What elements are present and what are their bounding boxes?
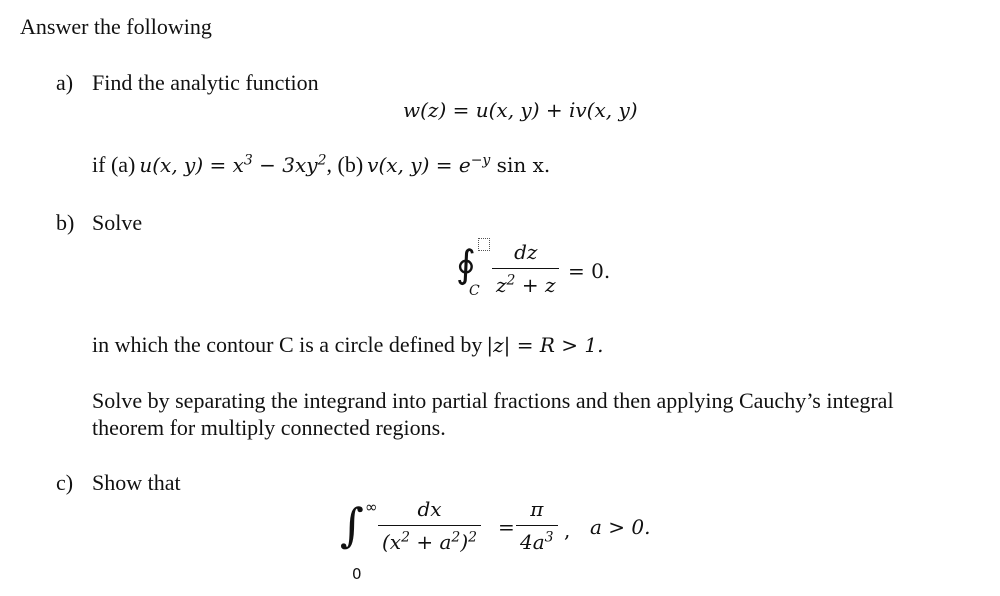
integrand-denominator — [492, 268, 559, 297]
c-den-exp1: 2 — [401, 529, 411, 546]
contour-text: in which the contour C is a circle defined by — [92, 332, 483, 357]
condition-v-end: sin x. — [490, 153, 551, 177]
part-c-label: c) — [56, 470, 74, 495]
condition-u-base: u(x, y) = x — [139, 153, 244, 177]
contour-condition: |z| = R > 1. — [486, 333, 604, 357]
c-den-exp3: 2 — [468, 529, 478, 546]
c-result-den-base: 4a — [520, 530, 545, 554]
part-a-heading: Find the analytic function — [92, 70, 319, 95]
condition-u-mid: − 3xy — [252, 153, 318, 177]
integral-upper-limit: ∞ — [365, 498, 378, 516]
c-condition: a > 0. — [590, 515, 651, 539]
c-result-den-exp: 3 — [544, 529, 554, 546]
c-integrand-numerator: dx — [417, 497, 442, 521]
den-exp: 2 — [506, 272, 516, 289]
condition-v-exp: −y — [470, 152, 491, 169]
condition-u — [139, 153, 326, 177]
part-b-label: b) — [56, 210, 75, 235]
placeholder-box — [478, 238, 490, 251]
integrand-numerator: dz — [514, 240, 538, 264]
contour-integral-sign: ∮ — [456, 242, 476, 286]
c-result-denominator — [516, 525, 558, 554]
den-z: z — [496, 273, 507, 297]
condition-u-exp: 3 — [243, 152, 253, 169]
contour-description — [92, 332, 604, 358]
c-den-exp2: 2 — [451, 529, 461, 546]
c-den-mid: + a — [410, 530, 452, 554]
c-integrand-denominator — [378, 525, 481, 554]
condition-u-exp2: 2 — [317, 152, 327, 169]
part-a-label: a) — [56, 70, 74, 95]
integrand-fraction — [492, 240, 559, 297]
part-b-heading: Solve — [92, 210, 143, 235]
c-den-close: ) — [460, 530, 469, 554]
part-c-heading: Show that — [92, 470, 181, 495]
intro-text: Answer the following — [20, 14, 212, 39]
den-rest: + z — [515, 273, 556, 297]
c-result-numerator: π — [530, 497, 544, 521]
solve-instruction-line1: Solve by separating the integrand into partial fractions and then applying Cauchy’s integral — [92, 388, 894, 413]
integral-result: = 0. — [568, 259, 611, 283]
analytic-function-equation: w(z) = u(x, y) + iv(x, y) — [403, 98, 638, 122]
c-equals-sign: = — [498, 515, 515, 539]
part-a-conditions — [92, 152, 550, 178]
condition-v — [367, 153, 550, 177]
conditions-separator: , (b) — [326, 152, 364, 177]
integral-lower-limit: 0 — [352, 565, 362, 583]
c-integrand-fraction — [378, 497, 481, 554]
contour-subscript: C — [469, 283, 480, 299]
definite-integral-sign: ∫ — [340, 498, 364, 552]
c-den-base: (x — [382, 530, 402, 554]
solve-instruction-line2: theorem for multiply connected regions. — [92, 415, 446, 440]
c-comma: , — [564, 518, 571, 542]
c-result-fraction — [516, 497, 558, 554]
condition-v-base: v(x, y) = e — [367, 153, 471, 177]
conditions-if: if (a) — [92, 152, 136, 177]
